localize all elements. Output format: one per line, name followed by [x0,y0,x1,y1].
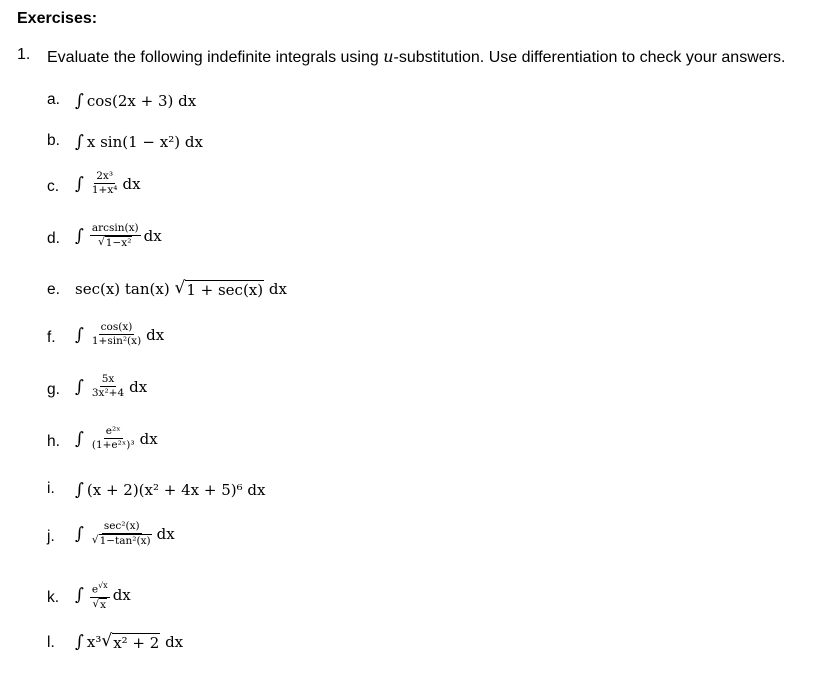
exercise-label: a. [47,91,60,108]
fraction [90,373,126,400]
radicand: x [100,598,107,611]
exercise-label: c. [47,178,60,195]
exercise-expression [75,132,203,152]
numerator-base: e [91,583,99,596]
fraction [90,321,143,348]
denominator [96,236,134,250]
integral-sign: ∫ [75,585,84,606]
exercise-label: l. [47,634,55,651]
radical-sign: √ [98,236,105,248]
exercise-label: j. [47,528,55,545]
exercise-expression [75,91,196,111]
question-text-before: Evaluate the following indefinite integrals using [47,49,384,66]
differential: dx [112,586,131,605]
radical-sign: √ [92,597,100,610]
radicand: 1−x² [105,237,132,249]
numerator: sec²(x) [103,520,140,532]
exercise-expression [75,278,287,299]
question-text [47,46,787,69]
differential: dx [139,429,158,448]
exercise-expression [75,579,131,612]
denominator [90,598,109,612]
integral-sign: ∫ [75,91,84,111]
denominator: 1+x⁴ [91,184,118,196]
integral-sign: ∫ [75,480,84,500]
differential: dx [160,632,184,651]
u-variable: u [383,47,394,66]
integral-sign: ∫ [75,226,84,246]
differential: dx [146,325,165,344]
exercise-expression [75,222,162,250]
radicand: 1−tan²(x) [99,535,151,547]
differential: dx [143,227,162,245]
square-root [174,278,264,299]
denominator [90,534,154,548]
square-root [101,631,160,652]
radical-sign: √ [101,631,113,651]
numerator: cos(x) [100,321,133,333]
integrand: x sin(1 − x²) dx [86,133,203,151]
numerator: arcsin(x) [91,222,139,234]
exercise-label: g. [47,381,60,398]
exercise-label: d. [47,230,60,247]
exercise-expression [75,373,147,400]
exercise-label: i. [47,480,55,497]
integral-sign: ∫ [75,173,84,194]
exercise-expression [75,520,175,548]
exercise-label: e. [47,281,60,298]
integral-sign: ∫ [75,524,84,544]
exercise-label: k. [47,589,60,606]
integrand: (x + 2)(x² + 4x + 5)⁶ dx [86,481,266,499]
exercise-expression [75,321,164,348]
exercise-expression [75,425,158,452]
radical-sign: √ [91,534,99,546]
differential: dx [156,525,175,543]
fraction [90,222,141,250]
integral-sign: ∫ [75,631,84,652]
denominator: (1+e²ˣ)³ [91,439,135,451]
integrand-prefix: sec(x) tan(x) [75,279,175,298]
integral-sign: ∫ [75,428,84,449]
numerator: 5x [101,373,115,385]
fraction [90,520,154,548]
integral-sign: ∫ [75,324,84,345]
denominator: 3x²+4 [91,387,125,399]
differential: dx [122,174,141,193]
integrand-prefix: x³ [86,632,102,651]
exercise-expression [75,631,183,652]
exercise-expression [75,480,265,500]
integrand: cos(2x + 3) dx [86,92,197,110]
exercise-expression [75,170,141,197]
fraction [90,579,110,612]
exercise-label: h. [47,433,60,450]
differential: dx [129,377,148,396]
fraction [90,425,137,452]
numerator-exponent: √x [98,581,108,590]
section-heading: Exercises: [17,10,98,27]
differential: dx [264,279,287,298]
numerator: 2x³ [96,170,114,182]
denominator: 1+sin²(x) [91,335,142,347]
numerator: e²ˣ [105,425,121,437]
question-text-after: -substitution. Use differentiation to check your answers. [393,49,786,66]
fraction [90,170,120,197]
numerator [90,579,110,598]
radicand: 1 + sec(x) [186,281,264,299]
radicand: x² + 2 [113,634,160,652]
exercise-label: b. [47,132,60,149]
integral-sign: ∫ [75,132,84,152]
integral-sign: ∫ [75,376,84,397]
radical-sign: √ [174,278,186,298]
question-number: 1. [17,46,31,63]
exercise-label: f. [47,329,56,346]
